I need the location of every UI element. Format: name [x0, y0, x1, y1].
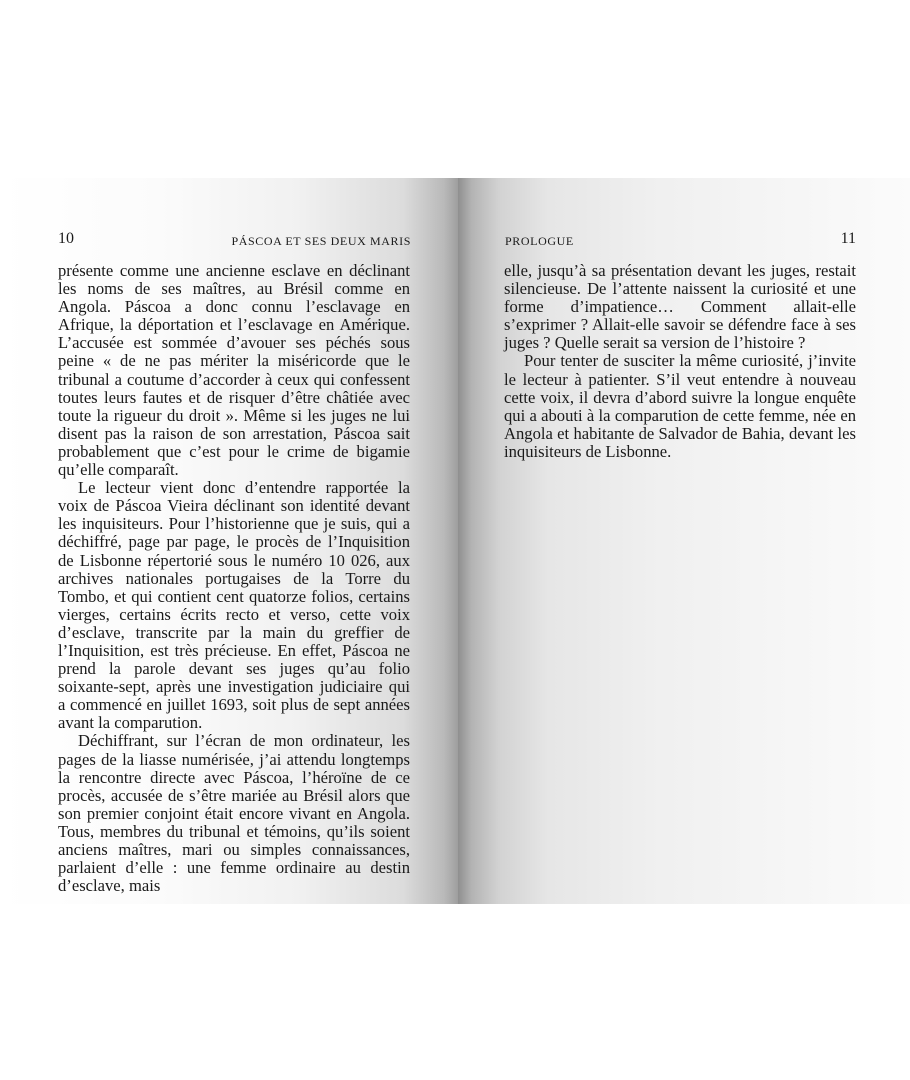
left-page	[0, 178, 458, 904]
running-title-right: PROLOGUE	[505, 234, 574, 248]
page-number-right: 11	[840, 230, 856, 247]
running-title-left: PÁSCOA ET SES DEUX MARIS	[231, 234, 411, 248]
page-number-left: 10	[58, 230, 74, 247]
left-page-body	[58, 262, 410, 895]
right-page	[458, 178, 910, 904]
paragraph: présente comme une ancienne esclave en déclinant les noms de ses maîtres, au Brésil comme en Angola. Páscoa a donc connu l’esclavage en Afrique, la déportation et l’esclavage en Amérique. L’accusée est sommée d’avouer ses péchés sous peine « de ne pas mériter la miséricorde que le tribunal a coutume d’accorder à ceux qui confessent toutes leurs fautes et de risquer d’être châtiée avec toute la rigueur du droit ». Même si les juges ne lui disent pas la raison de son arrestation, Páscoa sait probablement que c’est pour le crime de bigamie qu’elle comparaît.	[58, 261, 410, 480]
paragraph: elle, jusqu’à sa présentation devant les juges, restait silencieuse. De l’attente naissent la curiosité et une forme d’impatience… Comment allait-elle s’exprimer ? Allait-elle savoir se défendre face à ses juges ? Quelle serait sa version de l’histoire ?	[504, 261, 856, 353]
paragraph: Déchiffrant, sur l’écran de mon ordinateur, les pages de la liasse numérisée, j’ai attendu longtemps la rencontre directe avec Páscoa, l’héroïne de ce procès, accusée de s’être mariée au Brésil alors que son premier conjoint était encore vivant en Angola. Tous, membres du tribunal et témoins, qu’ils soient anciens maîtres, mari ou simples connaissances, parlaient d’elle : une femme ordinaire au destin d’esclave, mais	[58, 731, 410, 896]
paragraph: Le lecteur vient donc d’entendre rapportée la voix de Páscoa Vieira déclinant son identité devant les inquisiteurs. Pour l’historienne que je suis, qui a déchiffré, page par page, le procès de l’Inquisition de Lisbonne répertorié sous le numéro 10 026, aux archives nationales portugaises de la Torre du Tombo, et qui contient cent quatorze folios, certains vierges, certains écrits recto et verso, cette voix d’esclave, transcrite par la main du greffier de l’Inquisition, est très précieuse. En effet, Páscoa ne prend la parole devant ses juges qu’au folio soixante-sept, après une investigation judiciaire qui a commencé en juillet 1693, soit plus de sept années avant la comparution.	[58, 478, 410, 733]
paragraph: Pour tenter de susciter la même curiosité, j’invite le lecteur à patienter. S’il veut entendre à nouveau cette voix, il devra d’abord suivre la longue enquête qui a abouti à la comparution de cette femme, née en Angola et habitante de Salvador de Bahia, devant les inquisiteurs de Lisbonne.	[504, 351, 856, 461]
right-page-body	[504, 262, 856, 461]
